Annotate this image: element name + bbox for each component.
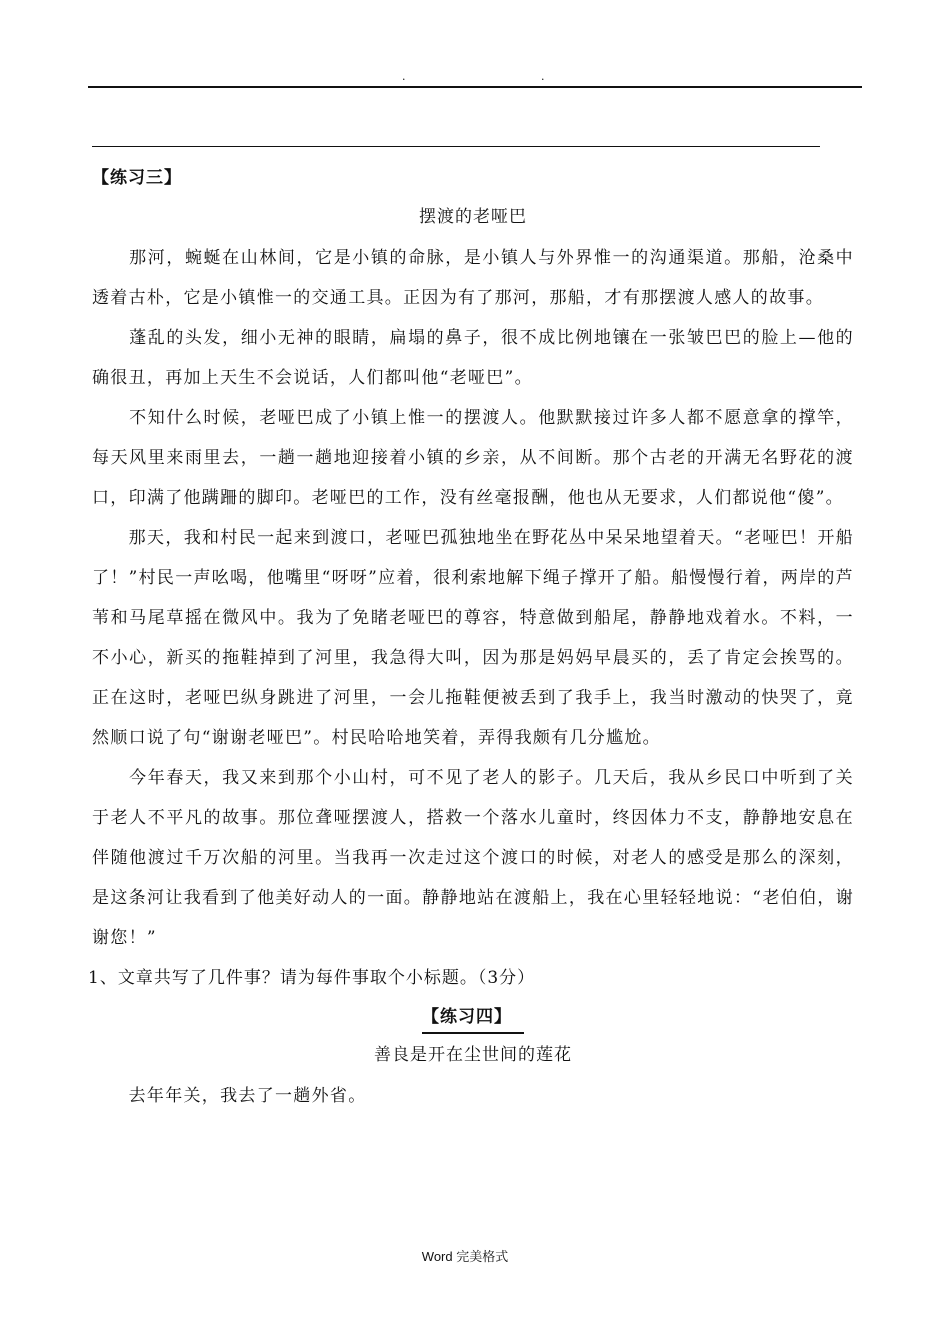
header-dot-left: . bbox=[402, 70, 406, 83]
exercise3-title: 摆渡的老哑巴 bbox=[419, 207, 527, 227]
exercise3-paragraph: 蓬乱的头发，细小无神的眼睛，扁塌的鼻子，很不成比例地镶在一张皱巴巴的脸上—他的确很丑，再加上天生不会说话，人们都叫他“老哑巴”。 bbox=[92, 328, 854, 388]
exercise4-title: 善良是开在尘世间的莲花 bbox=[374, 1045, 572, 1065]
exercise4-label: 【练习四】 bbox=[422, 1002, 524, 1034]
header-dot-right: . bbox=[541, 70, 545, 83]
exercise3-question: 1、文章共写了几件事？请为每件事取个小标题。（3分） bbox=[88, 968, 536, 988]
exercise3-paragraph: 今年春天，我又来到那个小山村，可不见了老人的影子。几天后，我从乡民口中听到了关于老人不平凡的故事。那位聋哑摆渡人，搭救一个落水儿童时，终因体力不支，静静地安息在伴随他渡过千万次船的河里。当我再一次走过这个渡口的时候，对老人的感受是那么的深刻，是这条河让我看到了他美好动人的一面。静静地站在渡船上，我在心里轻轻地说：“老伯伯，谢谢您！” bbox=[92, 768, 854, 948]
document-body bbox=[88, 160, 854, 1116]
header-dots bbox=[0, 70, 950, 84]
exercise3-paragraph: 那天，我和村民一起来到渡口，老哑巴孤独地坐在野花丛中呆呆地望着天。“老哑巴！开船了！”村民一声吆喝，他嘴里“呀呀”应着，很利索地解下绳子撑开了船。船慢慢行着，两岸的芦苇和马尾草摇在微风中。我为了免睹老哑巴的尊容，特意做到船尾，静静地戏着水。不料，一不小心，新买的拖鞋掉到了河里，我急得大叫，因为那是妈妈早晨买的，丢了肯定会挨骂的。正在这时，老哑巴纵身跳进了河里，一会儿拖鞋便被丢到了我手上，我当时激动的快哭了，竟然顺口说了句“谢谢老哑巴”。村民哈哈地笑着，弄得我颇有几分尴尬。 bbox=[92, 528, 854, 748]
page-footer: Word 完美格式 bbox=[421, 1249, 509, 1264]
exercise3-label: 【练习三】 bbox=[92, 168, 182, 188]
exercise4-first-line: 去年年关，我去了一趟外省。 bbox=[92, 1086, 367, 1106]
exercise3-paragraph: 不知什么时候，老哑巴成了小镇上惟一的摆渡人。他默默接过许多人都不愿意拿的撑竿，每天风里来雨里去，一趟一趟地迎接着小镇的乡亲，从不间断。那个古老的开满无名野花的渡口，印满了他蹒跚的脚印。老哑巴的工作，没有丝毫报酬，他也从无要求，人们都说他“傻”。 bbox=[92, 408, 854, 508]
header-rule bbox=[88, 86, 862, 88]
exercise3-paragraph: 那河，蜿蜒在山林间，它是小镇的命脉，是小镇人与外界惟一的沟通渠道。那船，沧桑中透着古朴，它是小镇惟一的交通工具。正因为有了那河，那船，才有那摆渡人感人的故事。 bbox=[92, 248, 854, 308]
separator-rule bbox=[92, 146, 820, 147]
